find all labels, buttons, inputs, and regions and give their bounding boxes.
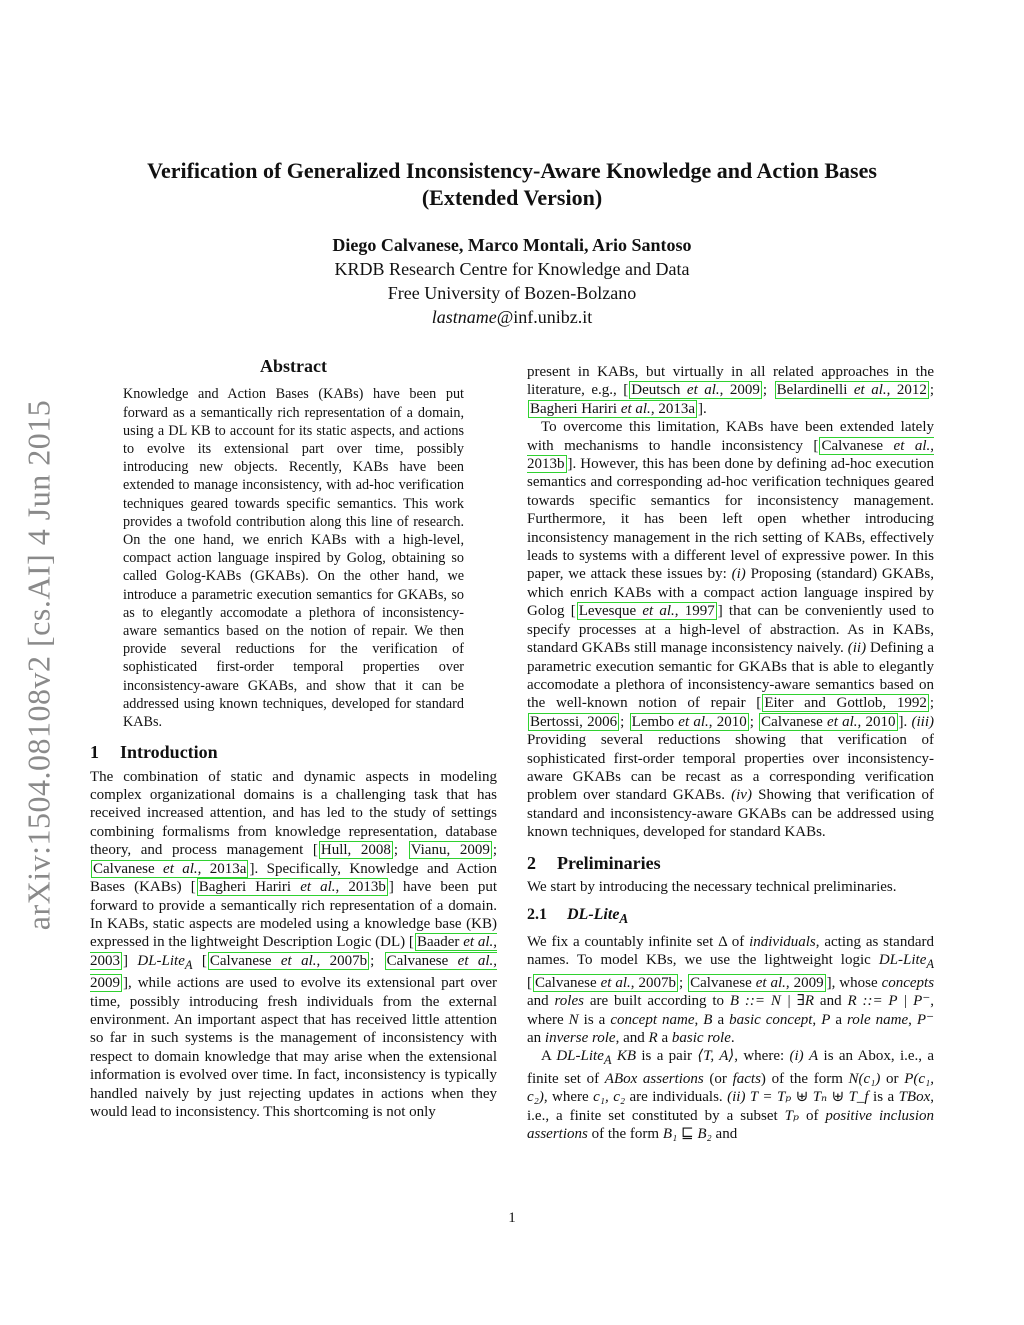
text-run: Defining a parametric execution semantic for GKABs that is able to elegantly accomodate a plethora of inconsistency-aware semantics based on the well-known notion of repair [ [527,640,934,712]
left-column [90,357,497,1121]
text-run: ] [123,952,138,969]
text-run: ; [620,713,629,730]
cite-author: Levesque [578,603,643,620]
introduction-paragraph [90,768,497,1122]
cite-year: , 2013a [197,860,247,877]
math-expr: B [703,1011,713,1028]
text-run: and [814,993,848,1010]
dl-lite-name: DL-Lite [567,906,620,924]
cite-author: Calvanese [761,713,828,730]
citation-link[interactable] [197,878,388,896]
cite-author: Belardinelli [776,382,854,399]
item-marker: (i) [731,566,746,583]
emph-term: positive inclusion assertions [527,1107,935,1143]
cite-year: , 1997 [674,603,715,620]
text-run: ], whose [826,974,882,991]
text-run: ) of the form [760,1070,849,1087]
citation-link[interactable] [629,381,762,399]
affiliation-line-2: Free University of Bozen-Bolzano [387,283,637,303]
text-run: ; [492,842,498,859]
emph-term: basic role [671,1030,731,1046]
citation-link[interactable] [688,974,825,992]
item-marker: (ii) [847,640,867,657]
contributions-paragraph [527,418,934,841]
item-marker: (i) [789,1048,804,1065]
cite-year: , 2013a [650,400,695,417]
cite-year: , 2007b [630,974,676,991]
cite-etal: et al. [678,713,709,730]
text-run: Showing that verification of standard and inconsistency-aware GKABs can be addressed using known techniques, developed for standard KABs. [527,787,934,841]
page-number: 1 [508,1210,516,1226]
cite-year: , 2013b [527,437,935,473]
item-marker: (iv) [731,787,752,804]
cite-etal: et al. [755,974,786,991]
text-run: is a pair [636,1048,698,1065]
dl-lite-name: DL-Lite [556,1048,604,1065]
text-run: ] that can be conveniently used to specify processes at a high-level of abstraction. As in KABs, standard GKABs still manage inconsistency naively. [527,603,934,657]
author-email [100,305,924,329]
citation-link[interactable] [759,713,897,731]
text-run: , i.e., a finite set constituted by a subset [527,1089,934,1124]
text-run: , [908,1011,917,1028]
math-expr: P(c₁, c₂) [527,1070,934,1106]
text-run: To overcome this limitation, KABs have been extended lately with mechanisms to handle inconsistency [ [527,419,934,454]
text-run: ]. [697,400,707,417]
emph-term: inverse role [544,1030,616,1046]
dl-lite-subscript: A [603,1053,612,1068]
section-title: Preliminaries [557,852,661,873]
cite-year: , 2007b [316,952,368,969]
emph-term: concepts [881,974,935,991]
text-run: are built according to [583,993,730,1010]
text-run: , [694,1011,704,1028]
text-run: an [527,1030,545,1046]
cite-etal: et al. [463,934,494,951]
author-block [100,233,924,329]
dl-lite-name: DL-Lite [137,952,185,969]
math-expr: N(c₁) [848,1070,881,1087]
dl-lite-term [878,952,934,972]
text-run: ; [370,952,384,969]
citation-link[interactable]: Vianu, 2009 [410,842,490,859]
cite-author: Calvanese [386,952,458,969]
math-expr: A [809,1048,819,1065]
citation-link[interactable]: Hull, 2008 [320,842,391,859]
text-run: ; [678,974,688,991]
cite-year: , 2010 [857,713,896,730]
text-run: , where [527,993,934,1028]
text-run: is a [868,1089,899,1106]
text-run: Proposing (standard) GKABs, which enrich KABs with a compact action language inspired by Golog [ [527,566,934,620]
cite-author: Bagheri Hariri [530,400,621,417]
dl-lite-term [137,952,193,972]
abstract-heading: Abstract [260,356,327,376]
cite-etal: et al. [642,603,675,620]
dl-lite-subscript: A [184,957,193,972]
text-run: present in KABs, but virtually in all related approaches in the literature, e.g., [ [527,364,934,399]
cite-year: , 2010 [708,713,747,730]
email-domain: @inf.unibz.it [496,307,593,327]
citation-link[interactable] [775,381,929,399]
subsection-number: 2.1 [527,906,547,924]
item-marker: (iii) [911,713,934,730]
emph-term: facts [732,1070,761,1087]
text-run: and [711,1126,738,1143]
math-expr: R ::= P | P⁻ [847,993,931,1010]
text-run: of [799,1107,826,1124]
text-run: ] have been put forward to provide a semantically rich representation of a domain. In KABs, static aspects are modeled using a knowledge base (KB) expressed in the lightweight Description Logic (DL) [ [90,879,497,951]
text-run: ]. [898,713,912,730]
email-lastname: lastname [431,307,497,327]
text-run: a [830,1011,848,1028]
cite-etal: et al. [300,879,336,896]
text-run: a [712,1011,730,1028]
text-run: ; [929,382,935,399]
math-expr: B₁ ⊑ B₂ [662,1126,712,1143]
cite-year: , 2009 [719,382,760,399]
text-run: , and [615,1030,649,1046]
text-run: A [541,1048,557,1065]
math-expr: ⟨T, A⟩ [697,1048,735,1065]
citation-link[interactable]: Eiter and Gottlob, 1992 [764,695,927,712]
cite-year: , 2009 [90,952,498,992]
cite-year: , 2013b [335,879,386,896]
cite-author: Baader [416,934,464,951]
math-expr: T = Tₚ ⊎ Tₙ ⊎ T_f [749,1089,869,1106]
preliminaries-intro: We start by introducing the necessary technical preliminaries. [527,878,897,895]
cite-author: Calvanese [690,974,756,991]
text-run: a [657,1030,672,1046]
section-number: 2 [527,852,536,873]
paper-title [100,157,924,211]
cite-etal: et al. [827,713,858,730]
text-run: ]. Specifically, Knowledge and Action Bases (KABs) [ [90,860,497,896]
cite-etal: et al. [600,974,631,991]
cite-etal: et al. [893,437,931,454]
arxiv-identifier-text: arXiv:1504.08108v2 [cs.AI] 4 Jun 2015 [20,399,57,931]
dl-lite-definition-paragraph [527,933,934,1047]
section-preliminaries-heading [527,854,934,872]
text-run: is an Abox, i.e., a finite set of [527,1048,935,1087]
cite-year: , 2012 [886,382,927,399]
citation-link[interactable] [528,400,697,418]
emph-term: role name [847,1011,909,1028]
dl-lite-name: DL-Lite [878,952,927,969]
emph-term: basic concept [729,1011,813,1028]
section-introduction-heading [90,743,497,761]
text-run: , acting as standard names. To model KBs, we use the lightweight logic [527,933,934,969]
affiliation-line-1: KRDB Research Centre for Knowledge and Data [334,259,690,279]
cite-etal: et al. [280,952,317,969]
citation-link[interactable] [208,952,369,970]
item-marker: (ii) [727,1089,746,1106]
text-run: , where [543,1089,594,1106]
cite-author: Deutsch [631,382,687,399]
math-expr: P [821,1011,831,1028]
emph-term: roles [554,993,584,1010]
text-run: The combination of static and dynamic aspects in modeling complex organizational domains is a challenging task that has received increased attention, and has led to the study of settings combining formalisms from knowledge representation, database theory, and process management [ [90,768,497,859]
text-run: or [880,1070,905,1087]
title-line-1: Verification of Generalized Inconsistency-Aware Knowledge and Action Bases [147,158,877,183]
text-run: ]. However, this has been done by defining ad-hoc execution semantics and corresponding ad-hoc verification techniques geared towards specific semantics for inconsistency management. Furthermore, it has been left open whether introducing inconsistency management in the rich setting of KABs, effectively leads to systems with a different level of expressive power. In this paper, we attack these issues by: [527,456,934,583]
text-run: (or [703,1070,733,1087]
dl-lite-term [556,1048,637,1068]
emph-term: ABox assertions [604,1070,704,1087]
paragraph-continued [527,363,934,418]
math-expr: N [568,1011,579,1028]
cite-author: Lembo [631,713,679,730]
arxiv-identifier-stamp [10,375,68,955]
kb-definition-paragraph [527,1047,934,1143]
text-run: , where: [734,1048,790,1065]
text-run: [ [192,952,207,969]
text-run: ; [749,713,759,730]
dl-lite-kb: KB [611,1048,637,1065]
cite-author: Calvanese [209,952,281,969]
citation-link[interactable] [577,602,717,620]
text-run: [ [527,974,532,991]
text-run: and [527,993,555,1010]
author-names: Diego Calvanese, Marco Montali, Ario Santoso [332,235,692,255]
right-column [527,363,934,1143]
citation-link[interactable] [630,713,749,731]
text-run: are individuals. [625,1089,728,1106]
dl-lite-subscript: A [619,911,629,927]
math-expr: P⁻ [916,1011,934,1028]
math-expr: Tₚ [784,1107,799,1124]
text-run: ; [929,695,934,712]
emph-term: TBox [898,1089,931,1106]
abstract-text: Knowledge and Action Bases (KABs) have been put forward as a semantically rich representation of a domain, using a DL KB to account for its static aspects, and actions to evolve its extensional part over time, possibly introducing new objects. Recently, KABs have been extended to manage inconsistency, with ad-hoc verification techniques geared towards specific semantics. This work provides a twofold contribution along this line of research. On the one hand, we enrich KABs with a high-level, compact action language inspired by Golog, obtaining so called Golog-KABs (GKABs). On the other hand, we introduce a parametric execution semantics for GKABs, so as to elegantly accomodate a plethora of inconsistency-aware semantics based on the notion of repair. We then provide several reductions for the verification of sophisticated first-order temporal properties over inconsistency-aware GKABs, and show that it can be addressed using known techniques, developed for standard KABs. [123,386,464,731]
text-run: We fix a countably infinite set Δ of [527,933,750,950]
text-run: , [812,1011,822,1028]
emph-term: individuals [749,933,816,950]
text-run: ], while actions are used to evolve its extensional part over time, possibly introducing fresh individuals from the external environment. An important aspect that has received little attention so far in such systems is the management of inconsistency with respect to domain knowledge that may arise when the extensional information is evolved over time. In fact, inconsistency is typically handled naively by just rejecting updates in actions when they would lead to inconsistency. This shortcoming is not only [90,975,497,1120]
subsection-dl-lite-heading [527,906,934,929]
citation-link[interactable] [91,860,248,878]
text-run: Providing several reductions showing that verification of sophisticated first-order temporal properties over inconsistency-aware GKABs can be recast as a corresponding verification problem over standard GKABs. [527,732,934,804]
cite-etal: et al. [686,382,720,399]
citation-link[interactable] [533,974,678,992]
cite-year: , 2003 [90,934,497,969]
cite-etal: et al. [853,382,887,399]
text-run: of the form [587,1126,663,1143]
cite-author: Calvanese [93,860,164,877]
subsection-title [567,906,629,927]
text-run: ; [762,382,774,399]
emph-term: concept name [610,1011,695,1028]
text-run: is a [578,1011,611,1028]
cite-etal: et al. [620,400,651,417]
citation-link[interactable]: Bertossi, 2006 [530,713,618,730]
cite-author: Bagheri Hariri [198,879,301,896]
dl-lite-subscript: A [926,957,934,972]
math-expr: R [648,1030,658,1046]
cite-etal: et al. [163,860,198,877]
section-title: Introduction [120,742,218,763]
cite-year: , 2009 [785,974,824,991]
cite-etal: et al. [457,952,494,969]
cite-author: Calvanese [821,437,894,454]
math-expr: c₁, c₂ [593,1089,626,1106]
text-run: . [730,1030,735,1046]
math-expr: B ::= N | ∃R [729,993,815,1010]
section-number: 1 [90,742,99,763]
cite-author: Calvanese [535,974,601,991]
title-line-2: (Extended Version) [421,185,603,210]
text-run: ; [393,842,408,859]
